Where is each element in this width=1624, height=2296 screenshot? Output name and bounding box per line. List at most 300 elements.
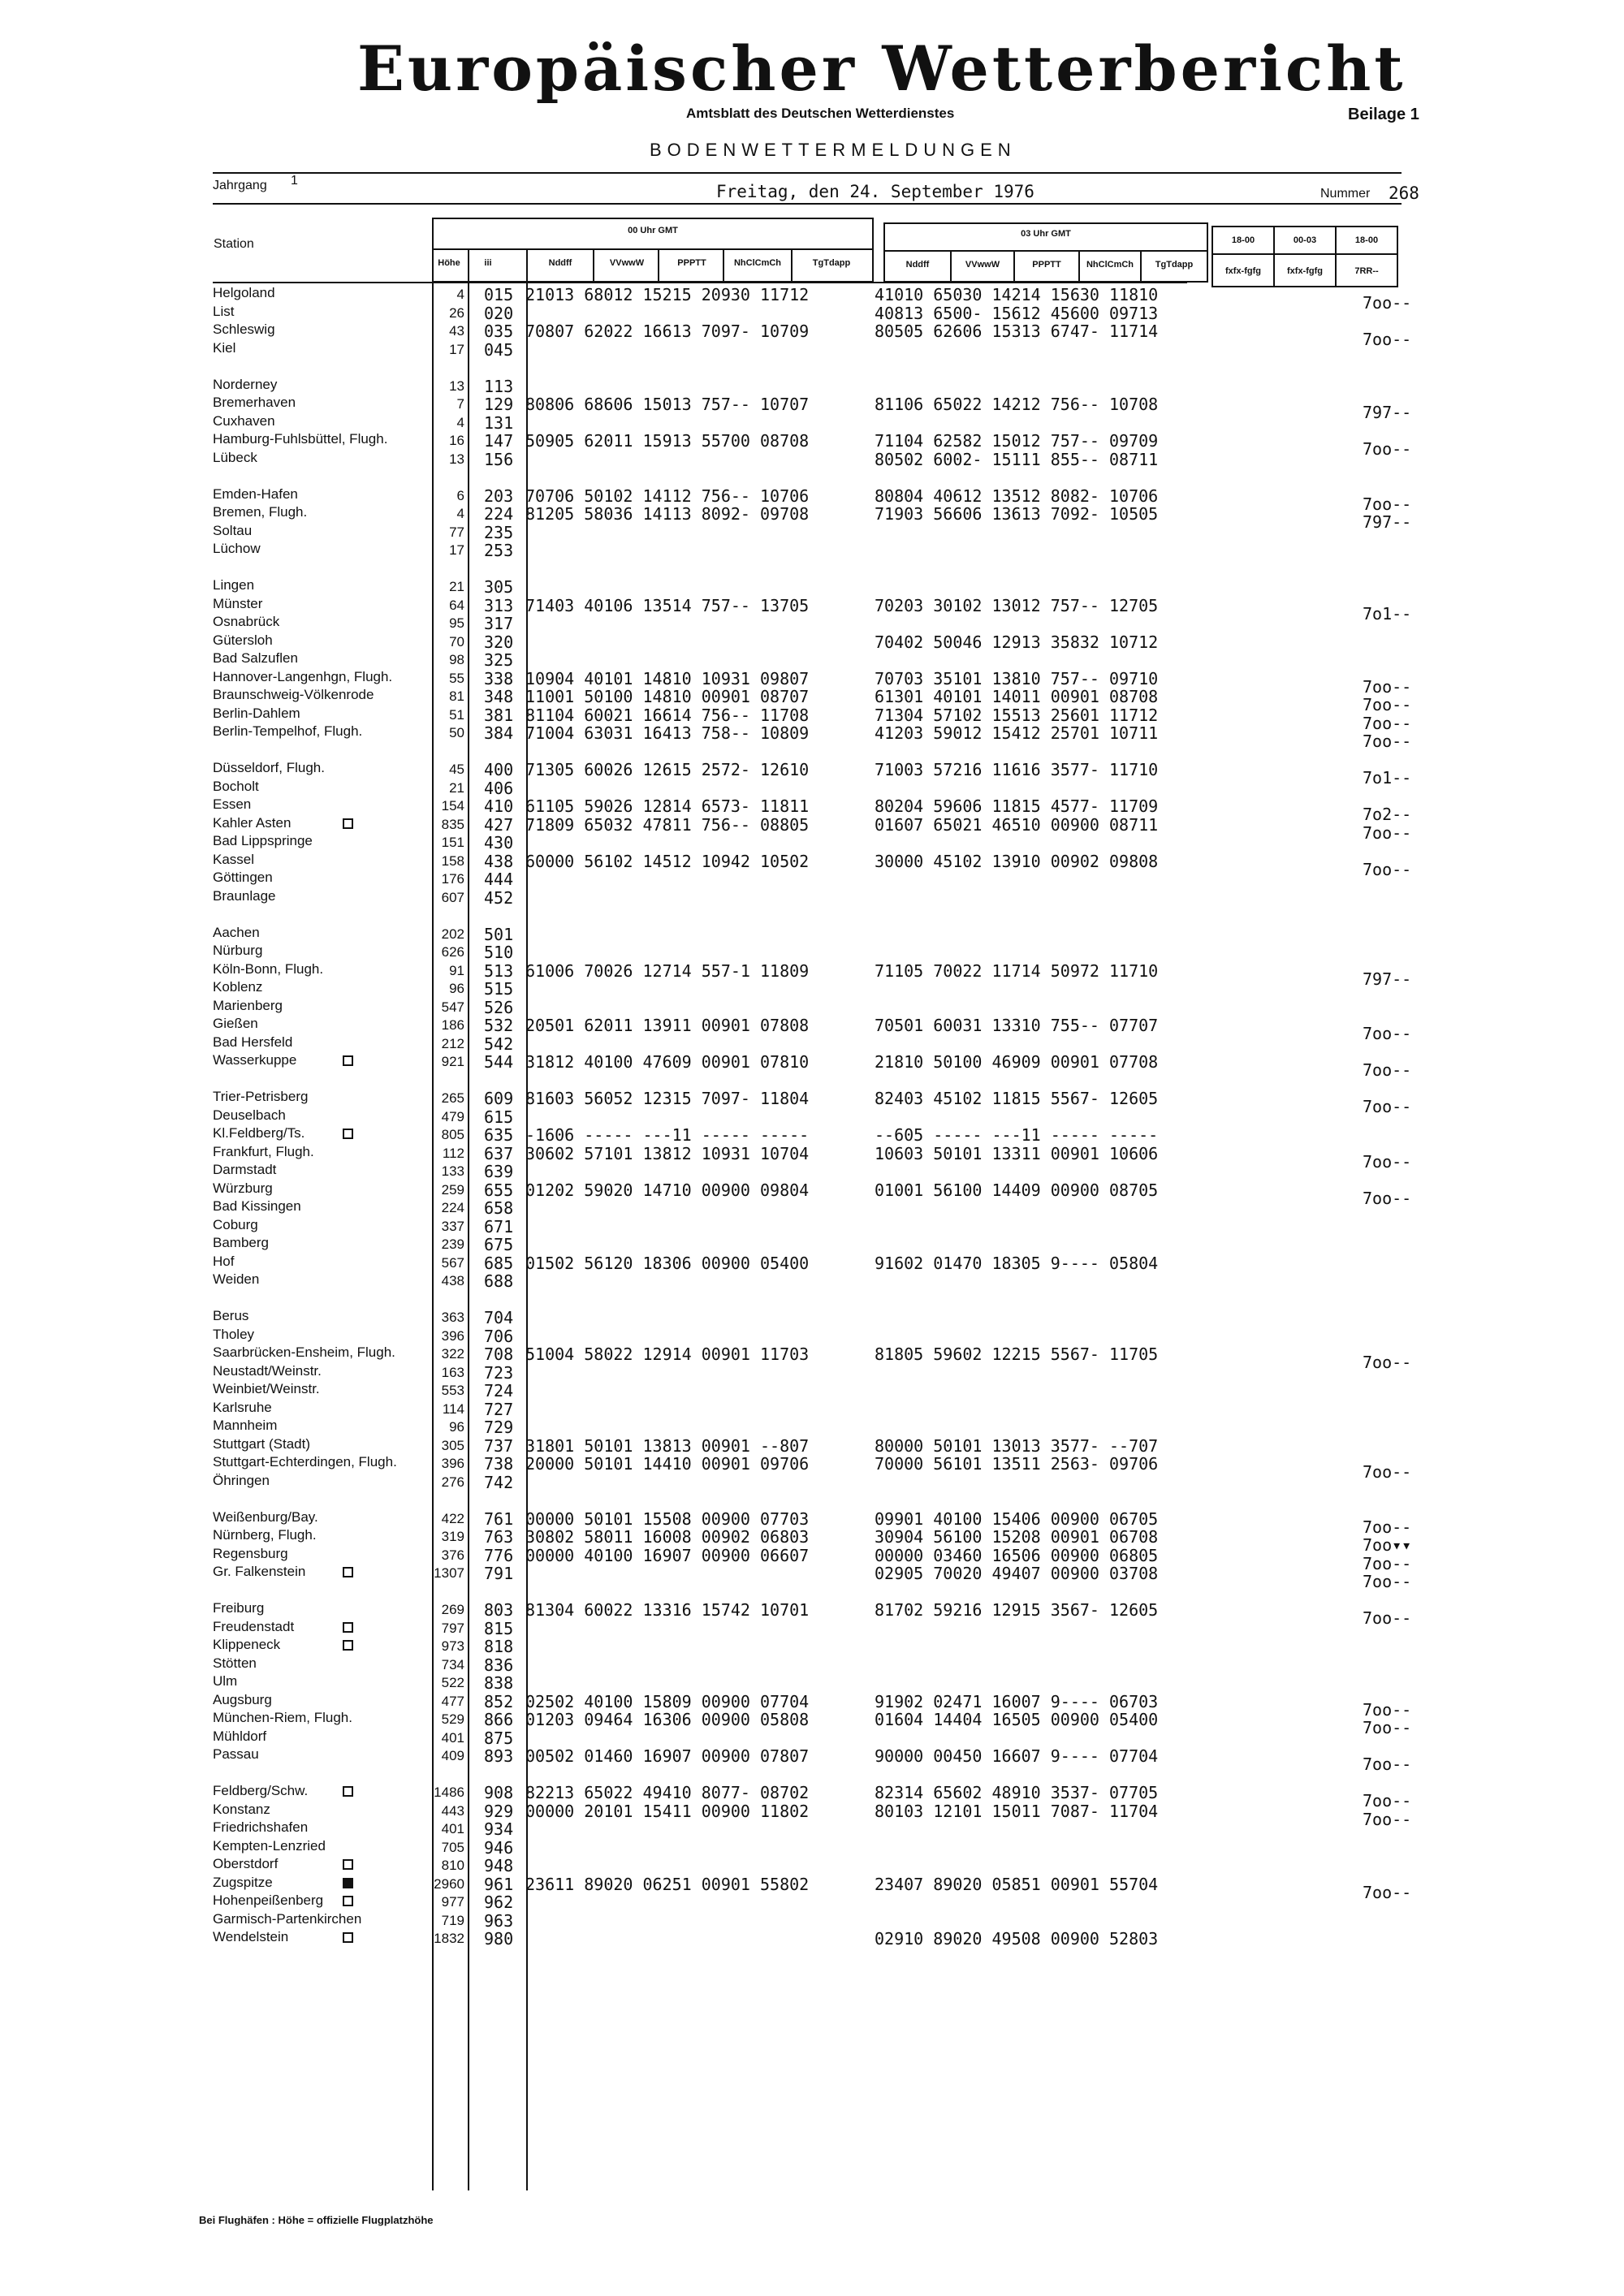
station-iii: 727: [484, 1400, 514, 1419]
station-name: Bremen, Flugh.: [213, 504, 308, 520]
obs-00-group: 02502 40100 15809 00900 07704: [525, 1692, 810, 1711]
station-name: Hamburg-Fuhlsbüttel, Flugh.: [213, 431, 388, 447]
station-iii: 515: [484, 979, 514, 999]
station-iii: 671: [484, 1217, 514, 1236]
station-row: [0, 650, 1624, 668]
obs-03-group: 80502 6002- 15111 855-- 08711: [875, 450, 1159, 469]
station-iii: 156: [484, 450, 514, 469]
extra-code: 797--: [1363, 969, 1412, 989]
document-title: Europäischer Wetterbericht: [357, 32, 1406, 105]
station-iii: 131: [484, 413, 514, 433]
station-hoehe: 1832: [434, 1931, 464, 1946]
station-name: Lüchow: [213, 541, 261, 556]
obs-03-group: --605 ----- ---11 ----- -----: [875, 1125, 1159, 1145]
extra-code: 7oo--: [1363, 293, 1412, 313]
station-name: Bremerhaven: [213, 395, 296, 410]
obs-03-group: 21810 50100 46909 00901 07708: [875, 1052, 1159, 1072]
extra-code: 7oo--: [1363, 677, 1412, 697]
group-00-title: 00 Uhr GMT: [628, 226, 678, 235]
station-name: Würzburg: [213, 1180, 273, 1196]
obs-00-group: 11001 50100 14810 00901 08707: [525, 687, 810, 706]
extra-code: 7oo--: [1363, 1152, 1412, 1172]
station-name: Mannheim: [213, 1418, 278, 1433]
col-iii: iii: [484, 258, 492, 268]
station-name: Marienberg: [213, 998, 283, 1013]
beilage-label: Beilage 1: [1348, 106, 1419, 123]
hdr-sep: [468, 248, 469, 283]
station-row: [0, 870, 1624, 887]
station-iii: 838: [484, 1673, 514, 1693]
extra-code: 7oo--: [1363, 732, 1412, 751]
obs-03-group: 70501 60031 13310 755-- 07707: [875, 1016, 1159, 1035]
extra-code: 7o1--: [1363, 768, 1412, 788]
col-nhclcmch-00: NhClCmCh: [733, 258, 782, 268]
station-iii: 400: [484, 760, 514, 779]
obs-03-group: 81805 59602 12215 5567- 11705: [875, 1344, 1159, 1364]
station-hoehe: 81: [449, 688, 464, 704]
station-name: Tholey: [213, 1327, 255, 1342]
station-hoehe: 186: [441, 1017, 464, 1033]
station-row: [0, 723, 1624, 751]
col-hoehe: Höhe: [438, 258, 460, 268]
obs-00-group: 50905 62011 15913 55700 08708: [525, 431, 810, 451]
station-iii: 532: [484, 1016, 514, 1035]
obs-00-group: 31801 50101 13813 00901 --807: [525, 1436, 810, 1456]
station-hoehe: 276: [441, 1474, 464, 1490]
nummer-label: Nummer: [1320, 187, 1371, 201]
open-square-icon: [343, 818, 353, 829]
station-hoehe: 16: [449, 433, 464, 448]
station-row: [0, 1819, 1624, 1837]
station-iii: 963: [484, 1911, 514, 1931]
station-hoehe: 337: [441, 1219, 464, 1234]
obs-00-group: 82213 65022 49410 8077- 08702: [525, 1783, 810, 1802]
station-name: Friedrichshafen: [213, 1819, 309, 1835]
station-row: [0, 1929, 1624, 1947]
document-subtitle: Amtsblatt des Deutschen Wetterdienstes: [686, 106, 955, 121]
station-row: [0, 614, 1624, 632]
station-name: Bad Salzuflen: [213, 650, 298, 666]
station-hoehe: 96: [449, 1419, 464, 1435]
station-name: Gütersloh: [213, 632, 273, 648]
obs-03-group: 30904 56100 15208 00901 06708: [875, 1527, 1159, 1547]
station-hoehe: 202: [441, 926, 464, 942]
obs-00-group: 60000 56102 14512 10942 10502: [525, 852, 810, 871]
station-row: [0, 1381, 1624, 1399]
station-name: Hof: [213, 1254, 235, 1269]
station-name: München-Riem, Flugh.: [213, 1710, 352, 1725]
col-nhclcmch-03: NhClCmCh: [1086, 260, 1134, 270]
station-row: [0, 1254, 1624, 1271]
station-iii: 203: [484, 486, 514, 506]
station-hoehe: 734: [441, 1657, 464, 1672]
extra-code: 7oo--: [1363, 330, 1412, 349]
station-hoehe: 6: [456, 488, 464, 503]
station-iii: 235: [484, 523, 514, 542]
station-name: Emden-Hafen: [213, 486, 298, 502]
station-hoehe: 567: [441, 1255, 464, 1271]
station-hoehe: 409: [441, 1748, 464, 1763]
station-iii: 738: [484, 1454, 514, 1474]
col-ppptt-03: PPPTT: [1032, 260, 1061, 270]
hdr-sep: [950, 250, 952, 283]
obs-03-group: 00000 03460 16506 00900 06805: [875, 1546, 1159, 1565]
extra-code: 7oo--: [1363, 823, 1412, 843]
extra-code: 7oo--: [1363, 1517, 1412, 1537]
obs-00-group: 20501 62011 13911 00901 07808: [525, 1016, 810, 1035]
station-hoehe: 21: [449, 780, 464, 796]
station-hoehe: 835: [441, 817, 464, 832]
station-iii: 438: [484, 852, 514, 871]
station-hoehe: 1486: [434, 1785, 464, 1800]
station-hoehe: 443: [441, 1803, 464, 1819]
station-hoehe: 4: [456, 415, 464, 430]
station-hoehe: 51: [449, 707, 464, 723]
filled-square-icon: [343, 1878, 353, 1888]
station-iii: 724: [484, 1381, 514, 1400]
extra-code: 7oo--: [1363, 1353, 1412, 1372]
station-name: Oberstdorf: [213, 1856, 279, 1871]
station-row: [0, 340, 1624, 358]
obs-03-group: 81702 59216 12915 3567- 12605: [875, 1600, 1159, 1620]
obs-00-group: 81304 60022 13316 15742 10701: [525, 1600, 810, 1620]
extra-code: 7oo--: [1363, 1810, 1412, 1829]
station-iii: 729: [484, 1418, 514, 1437]
hdr-sep: [593, 248, 594, 283]
station-iii: 875: [484, 1728, 514, 1748]
station-hoehe: 176: [441, 871, 464, 887]
station-hoehe: 705: [441, 1840, 464, 1855]
obs-03-group: 09901 40100 15406 00900 06705: [875, 1509, 1159, 1529]
station-hoehe: 396: [441, 1328, 464, 1344]
obs-00-group: 71809 65032 47811 756-- 08805: [525, 815, 810, 835]
col-tgtdapp-00: TgTdapp: [812, 258, 851, 268]
station-hoehe: 7: [456, 396, 464, 412]
open-square-icon: [343, 1640, 353, 1651]
station-iii: 544: [484, 1052, 514, 1072]
station-row: [0, 1838, 1624, 1856]
group-03-divider: [883, 250, 1208, 252]
station-iii: 637: [484, 1144, 514, 1163]
obs-00-group: 70706 50102 14112 756-- 10706: [525, 486, 810, 506]
station-row: [0, 888, 1624, 906]
station-name: Bad Kissingen: [213, 1198, 301, 1214]
col-r3b: 7RR--: [1354, 266, 1379, 276]
obs-03-group: 82403 45102 11815 5567- 12605: [875, 1089, 1159, 1108]
station-name: Ulm: [213, 1673, 238, 1689]
station-iii: 253: [484, 541, 514, 560]
extra-code: 7oo--: [1363, 1718, 1412, 1737]
station-iii: 501: [484, 925, 514, 944]
station-iii: 688: [484, 1271, 514, 1291]
obs-03-group: 01001 56100 14409 00900 08705: [875, 1180, 1159, 1200]
station-iii: 685: [484, 1254, 514, 1273]
extra-code: 7o2--: [1363, 805, 1412, 824]
station-name: Bad Hersfeld: [213, 1034, 293, 1050]
obs-03-group: 70203 30102 13012 757-- 12705: [875, 596, 1159, 615]
obs-03-group: 70402 50046 12913 35832 10712: [875, 632, 1159, 652]
station-iii: 338: [484, 669, 514, 688]
station-name: Frankfurt, Flugh.: [213, 1144, 314, 1159]
obs-03-group: 82314 65602 48910 3537- 07705: [875, 1783, 1159, 1802]
station-iii: 427: [484, 815, 514, 835]
obs-00-group: 01202 59020 14710 00900 09804: [525, 1180, 810, 1200]
open-square-icon: [343, 1932, 353, 1943]
station-row: [0, 1162, 1624, 1180]
station-hoehe: 70: [449, 634, 464, 650]
open-square-icon: [343, 1622, 353, 1633]
extra-code: 7oo--: [1363, 1608, 1412, 1628]
station-iii: 615: [484, 1107, 514, 1127]
station-hoehe: 154: [441, 798, 464, 814]
station-iii: 946: [484, 1838, 514, 1858]
obs-00-group: 01502 56120 18306 00900 05400: [525, 1254, 810, 1273]
station-hoehe: 479: [441, 1109, 464, 1124]
station-row: [0, 1746, 1624, 1774]
station-hoehe: 626: [441, 944, 464, 960]
station-name: Kempten-Lenzried: [213, 1838, 326, 1854]
station-hoehe: 212: [441, 1036, 464, 1051]
station-iii: 893: [484, 1746, 514, 1766]
obs-03-group: 10603 50101 13311 00901 10606: [875, 1144, 1159, 1163]
station-iii: 818: [484, 1637, 514, 1656]
station-row: [0, 1728, 1624, 1746]
obs-03-group: 71003 57216 11616 3577- 11710: [875, 760, 1159, 779]
station-name: Garmisch-Partenkirchen: [213, 1911, 362, 1927]
extra-code: 7oo--: [1363, 1700, 1412, 1720]
station-hoehe: 921: [441, 1054, 464, 1069]
station-iii: 113: [484, 377, 514, 396]
station-name: Neustadt/Weinstr.: [213, 1363, 322, 1379]
obs-03-group: 40813 6500- 15612 45600 09713: [875, 304, 1159, 323]
station-name: Berlin-Tempelhof, Flugh.: [213, 723, 363, 739]
station-hoehe: 805: [441, 1127, 464, 1142]
open-square-icon: [343, 1129, 353, 1139]
station-name: Lingen: [213, 577, 255, 593]
obs-03-group: 80505 62606 15313 6747- 11714: [875, 322, 1159, 341]
station-name: Stuttgart-Echterdingen, Flugh.: [213, 1454, 397, 1470]
col-r3: 18-00: [1354, 235, 1379, 245]
station-name: Passau: [213, 1746, 259, 1762]
station-name: Berus: [213, 1308, 249, 1323]
station-hoehe: 719: [441, 1913, 464, 1928]
obs-03-group: 41203 59012 15412 25701 10711: [875, 723, 1159, 743]
station-name: Braunlage: [213, 888, 276, 904]
station-row: [0, 1564, 1624, 1591]
station-hoehe: 973: [441, 1638, 464, 1654]
station-name: Cuxhaven: [213, 413, 275, 429]
extra-code: 7o1--: [1363, 604, 1412, 624]
extra-code: 7oo--: [1363, 1554, 1412, 1573]
station-row: [0, 1327, 1624, 1344]
station-hoehe: 45: [449, 762, 464, 777]
station-iii: 015: [484, 285, 514, 304]
station-hoehe: 21: [449, 579, 464, 594]
station-hoehe: 2960: [434, 1876, 464, 1892]
station-name: Weinbiet/Weinstr.: [213, 1381, 320, 1396]
station-iii: 348: [484, 687, 514, 706]
station-hoehe: 50: [449, 725, 464, 740]
jahrgang-value: 1: [291, 174, 298, 188]
station-hoehe: 13: [449, 451, 464, 467]
obs-00-group: 61105 59026 12814 6573- 11811: [525, 796, 810, 816]
station-hoehe: 13: [449, 378, 464, 394]
station-iii: 655: [484, 1180, 514, 1200]
station-iii: 737: [484, 1436, 514, 1456]
station-iii: 704: [484, 1308, 514, 1327]
station-iii: 313: [484, 596, 514, 615]
station-hoehe: 422: [441, 1511, 464, 1526]
station-iii: 510: [484, 943, 514, 962]
station-iii: 542: [484, 1034, 514, 1054]
col-vvwww-00: VVwwW: [609, 258, 645, 268]
station-name: Kahler Asten: [213, 815, 292, 831]
col-tgtdapp-03: TgTdapp: [1155, 260, 1194, 270]
obs-03-group: 70703 35101 13810 757-- 09710: [875, 669, 1159, 688]
station-row: [0, 450, 1624, 468]
obs-03-group: 91902 02471 16007 9---- 06703: [875, 1692, 1159, 1711]
obs-03-group: 80000 50101 13013 3577- --707: [875, 1436, 1159, 1456]
station-iii: 320: [484, 632, 514, 652]
extra-code: 7oo--: [1363, 1189, 1412, 1208]
col-ppptt-00: PPPTT: [677, 258, 706, 268]
obs-00-group: 21013 68012 15215 20930 11712: [525, 285, 810, 304]
station-name: Münster: [213, 596, 263, 611]
station-iii: 635: [484, 1125, 514, 1145]
station-name: Zugspitze: [213, 1875, 273, 1890]
station-name: Schleswig: [213, 322, 275, 337]
obs-00-group: 31812 40100 47609 00901 07810: [525, 1052, 810, 1072]
station-name: Coburg: [213, 1217, 258, 1232]
station-name: Bocholt: [213, 779, 259, 794]
station-iii: 129: [484, 395, 514, 414]
obs-00-group: 80806 68606 15013 757-- 10707: [525, 395, 810, 414]
header-rule: [213, 172, 1402, 174]
station-hoehe: 396: [441, 1456, 464, 1471]
obs-03-group: 80804 40612 13512 8082- 10706: [875, 486, 1159, 506]
station-name: Klippeneck: [213, 1637, 281, 1652]
station-hoehe: 17: [449, 542, 464, 558]
station-hoehe: 239: [441, 1236, 464, 1252]
station-row: [0, 779, 1624, 796]
station-row: [0, 1125, 1624, 1143]
extra-code: 7oo--: [1363, 1754, 1412, 1774]
station-row: [0, 1418, 1624, 1435]
obs-03-group: 01604 14404 16505 00900 05400: [875, 1710, 1159, 1729]
station-hoehe: 529: [441, 1711, 464, 1727]
col-r1b: fxfx-fgfg: [1225, 266, 1261, 276]
station-name: Hohenpeißenberg: [213, 1892, 324, 1908]
station-hoehe: 477: [441, 1694, 464, 1709]
station-iii: 742: [484, 1473, 514, 1492]
station-name: Göttingen: [213, 870, 273, 885]
station-iii: 430: [484, 833, 514, 852]
station-name: Augsburg: [213, 1692, 272, 1707]
station-iii: 708: [484, 1344, 514, 1364]
obs-00-group: 00000 20101 15411 00900 11802: [525, 1802, 810, 1821]
station-name: Trier-Petrisberg: [213, 1089, 309, 1104]
hdr-sep: [526, 248, 528, 283]
station-hoehe: 17: [449, 342, 464, 357]
extra-code: 7oo--: [1363, 1462, 1412, 1482]
station-iii: 513: [484, 961, 514, 981]
station-iii: 526: [484, 998, 514, 1017]
obs-03-group: 71104 62582 15012 757-- 09709: [875, 431, 1159, 451]
station-name: Essen: [213, 796, 252, 812]
station-row: [0, 377, 1624, 395]
station-row: [0, 1637, 1624, 1655]
station-name: Stötten: [213, 1655, 257, 1671]
station-row: [0, 1308, 1624, 1326]
obs-03-group: 90000 00450 16607 9---- 07704: [875, 1746, 1159, 1766]
extra-code: 7oo--: [1363, 1883, 1412, 1902]
hdr-sep: [1078, 250, 1080, 283]
station-hoehe: 322: [441, 1346, 464, 1362]
obs-00-group: 70807 62022 16613 7097- 10709: [525, 322, 810, 341]
station-hoehe: 319: [441, 1529, 464, 1544]
station-name: Stuttgart (Stadt): [213, 1436, 310, 1452]
station-name: Kassel: [213, 852, 255, 867]
station-hoehe: 224: [441, 1200, 464, 1215]
station-name: Wasserkuppe: [213, 1052, 297, 1068]
station-row: [0, 1235, 1624, 1253]
col-nddff-03: Nddff: [905, 260, 930, 270]
station-iii: 675: [484, 1235, 514, 1254]
station-name: Braunschweig-Völkenrode: [213, 687, 374, 702]
obs-03-group: 91602 01470 18305 9---- 05804: [875, 1254, 1159, 1273]
station-iii: 305: [484, 577, 514, 597]
obs-00-group: 10904 40101 14810 10931 09807: [525, 669, 810, 688]
obs-00-group: 81205 58036 14113 8092- 09708: [525, 504, 810, 524]
station-iii: 045: [484, 340, 514, 360]
station-name: Nürnberg, Flugh.: [213, 1527, 317, 1543]
station-iii: 706: [484, 1327, 514, 1346]
col-nddff-00: Nddff: [548, 258, 572, 268]
station-iii: 325: [484, 650, 514, 670]
station-row: [0, 833, 1624, 851]
col-vvwww-03: VVwwW: [965, 260, 1000, 270]
station-iii: 658: [484, 1198, 514, 1218]
obs-00-group: -1606 ----- ---11 ----- -----: [525, 1125, 810, 1145]
station-name: Osnabrück: [213, 614, 280, 629]
col-r2b: fxfx-fgfg: [1287, 266, 1323, 276]
extra-code: 797--: [1363, 512, 1412, 532]
nummer-value: 268: [1389, 183, 1419, 203]
station-name: Darmstadt: [213, 1162, 277, 1177]
obs-00-group: 61006 70026 12714 557-1 11809: [525, 961, 810, 981]
station-name: Feldberg/Schw.: [213, 1783, 309, 1798]
extra-code: 7oo--: [1363, 695, 1412, 714]
extra-code: 7oo--: [1363, 1097, 1412, 1116]
hdr-sep: [791, 248, 793, 283]
station-row: [0, 632, 1624, 650]
station-iii: 761: [484, 1509, 514, 1529]
station-iii: 410: [484, 796, 514, 816]
station-iii: 381: [484, 706, 514, 725]
obs-03-group: 01607 65021 46510 00900 08711: [875, 815, 1159, 835]
station-row: [0, 1892, 1624, 1910]
station-name: Wendelstein: [213, 1929, 289, 1944]
hdr-sep: [723, 248, 724, 283]
obs-00-group: 00000 40100 16907 00900 06607: [525, 1546, 810, 1565]
obs-00-group: 71004 63031 16413 758-- 10809: [525, 723, 810, 743]
station-hoehe: 96: [449, 981, 464, 996]
station-hoehe: 259: [441, 1182, 464, 1198]
station-hoehe: 401: [441, 1730, 464, 1746]
station-hoehe: 305: [441, 1438, 464, 1453]
group-00-divider: [432, 248, 874, 250]
obs-00-group: 71305 60026 12615 2572- 12610: [525, 760, 810, 779]
